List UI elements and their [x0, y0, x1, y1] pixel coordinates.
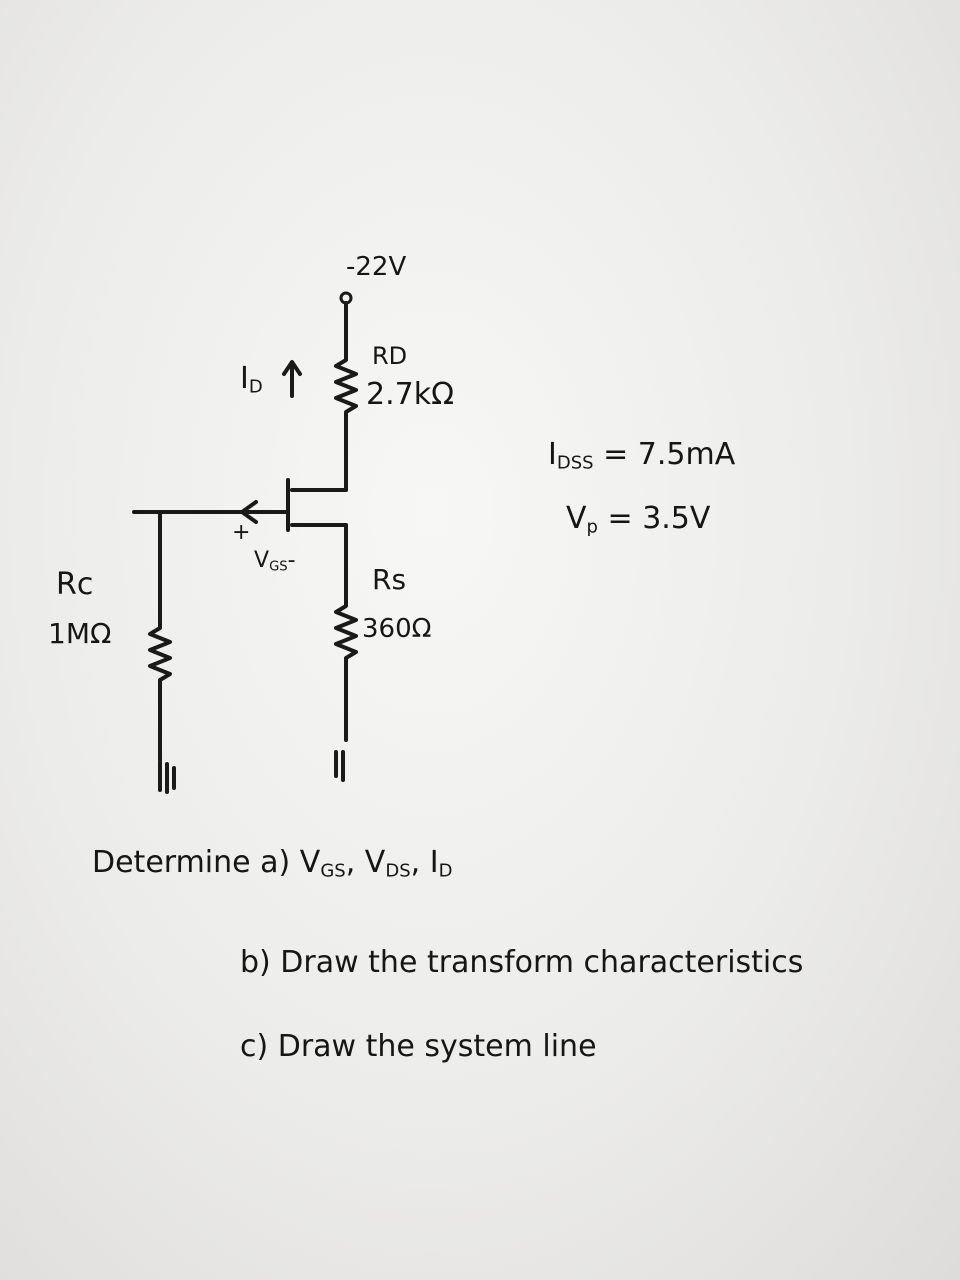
- rg-value: 1MΩ: [48, 617, 112, 650]
- rg-name: Rc: [56, 567, 94, 602]
- rd-name: RD: [372, 342, 408, 370]
- question-b: b) Draw the transform characteristics: [240, 945, 804, 980]
- vp-param: $V_p = 3.5V$: [566, 501, 711, 538]
- question-a: Determine a) $V_{GS}$, $V_{DS}$, $I_D$: [92, 845, 453, 882]
- supply-label: -22V: [346, 252, 407, 282]
- idss-param: $I_{DSS} = 7.5mA$: [548, 437, 736, 474]
- question-c: c) Draw the system line: [240, 1029, 597, 1064]
- rd-resistor: [336, 350, 356, 418]
- rd-value: 2.7kΩ: [366, 377, 455, 412]
- rg-resistor: [150, 620, 170, 688]
- rs-value: 360Ω: [362, 614, 432, 644]
- vgs-plus: +: [232, 520, 251, 545]
- rs-resistor: [336, 598, 356, 666]
- vgs-label: $V_{GS}-$: [254, 548, 296, 575]
- rs-name: Rs: [372, 563, 407, 596]
- id-label: $I_D$: [240, 361, 263, 398]
